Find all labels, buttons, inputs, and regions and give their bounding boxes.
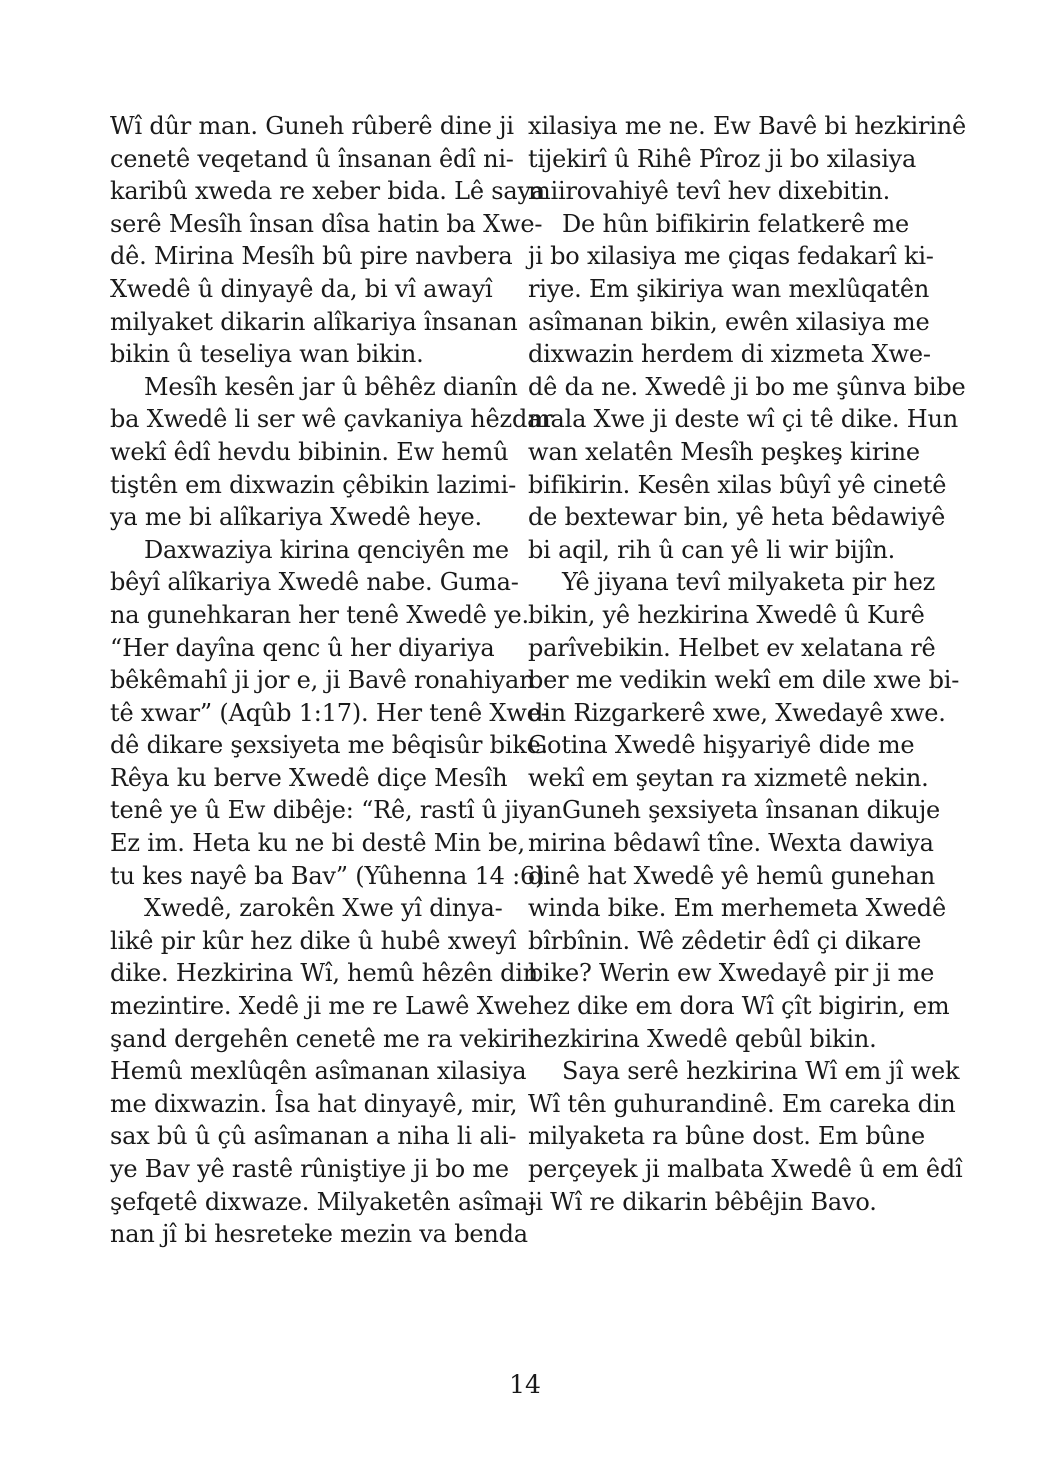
text-line: Wî tên guhurandinê. Em careka din bbox=[528, 1089, 956, 1118]
text-line: bêyî alîkariya Xwedê nabe. Guma- bbox=[110, 568, 519, 597]
text-line: ya me bi alîkariya Xwedê heye. bbox=[110, 503, 482, 532]
text-line: şand dergehên cenetê me ra vekirin. bbox=[110, 1024, 551, 1053]
paragraph-first-line: Saya serê hezkirina Wî em jî wek bbox=[562, 1057, 960, 1086]
paragraph-first-line: De hûn bifikirin felatkerê me bbox=[562, 209, 910, 238]
text-line: dê. Mirina Mesîh bû pire navbera bbox=[110, 242, 513, 271]
text-line: ji bo xilasiya me çiqas fedakarî ki- bbox=[528, 242, 934, 271]
text-line: winda bike. Em merhemeta Xwedê bbox=[528, 894, 946, 923]
text-line: Rêya ku berve Xwedê diçe Mesîh bbox=[110, 763, 508, 792]
text-line: me dixwazin. Îsa hat dinyayê, mir, bbox=[110, 1089, 518, 1118]
text-line: Gotina Xwedê hişyariyê dide me bbox=[528, 731, 915, 760]
left-text-column bbox=[110, 110, 562, 1251]
text-line: bêkêmahî ji jor e, ji Bavê ronahiyan bbox=[110, 666, 535, 695]
text-line: tenê ye û Ew dibêje: “Rê, rastî û jiyan bbox=[110, 796, 562, 825]
text-line: likê pir kûr hez dike û hubê xweyî bbox=[110, 926, 517, 955]
text-line: sax bû û çû asîmanan a niha li ali- bbox=[110, 1122, 517, 1151]
text-line: hez dike em dora Wî çît bigirin, em bbox=[528, 992, 950, 1021]
text-line: na gunehkaran her tenê Xwedê ye. bbox=[110, 600, 529, 629]
text-line: milyaketa ra bûne dost. Em bûne bbox=[528, 1122, 926, 1151]
paragraph-first-line: Mesîh kesên jar û bêhêz dianîn bbox=[144, 372, 518, 401]
text-line: ji Wî re dikarin bêbêjin Bavo. bbox=[528, 1187, 877, 1216]
text-line: bi aqil, rih û can yê li wir bijîn. bbox=[528, 535, 896, 564]
text-line: tijekirî û Rihê Pîroz ji bo xilasiya bbox=[528, 144, 917, 173]
text-line: ye Bav yê rastê rûniştiye ji bo me bbox=[110, 1155, 509, 1183]
text-line: xilasiya me ne. Ew Bavê bi hezkirinê bbox=[528, 112, 967, 140]
text-line: Wî dûr man. Guneh rûberê dine ji bbox=[110, 112, 514, 140]
paragraph-first-line: Xwedê, zarokên Xwe yî dinya- bbox=[144, 894, 503, 923]
text-line: miirovahiyê tevî hev dixebitin. bbox=[528, 177, 891, 206]
text-line: dinê hat Xwedê yê hemû gunehan bbox=[528, 861, 935, 890]
text-line: serê Mesîh însan dîsa hatin ba Xwe- bbox=[110, 209, 543, 238]
text-line: tê xwar” (Aqûb 1:17). Her tenê Xwe- bbox=[110, 698, 549, 727]
text-line: tu kes nayê ba Bav” (Yûhenna 14 :6). bbox=[110, 861, 552, 890]
text-line: parîvebikin. Helbet ev xelatana rê bbox=[528, 633, 936, 662]
text-line: milyaket dikarin alîkariya însanan bbox=[110, 307, 518, 336]
text-line: mirina bêdawî tîne. Wexta dawiya bbox=[528, 829, 934, 858]
text-line: dixwazin herdem di xizmeta Xwe- bbox=[528, 340, 931, 369]
text-line: ba Xwedê li ser wê çavkaniya hêzdar bbox=[110, 405, 553, 434]
text-line: tiştên em dixwazin çêbikin lazimi- bbox=[110, 470, 517, 499]
text-line: de bextewar bin, yê heta bêdawiyê bbox=[528, 503, 946, 532]
text-line: şefqetê dixwaze. Milyaketên asîma- bbox=[110, 1187, 537, 1216]
text-line: karibû xweda re xeber bida. Lê saya bbox=[110, 177, 545, 206]
text-line: bifikirin. Kesên xilas bûyî yê cinetê bbox=[528, 470, 947, 499]
text-line: Hemû mexlûqên asîmanan xilasiya bbox=[110, 1057, 527, 1086]
text-line: Xwedê û dinyayê da, bi vî awayî bbox=[110, 274, 493, 303]
text-line: bîrbînin. Wê zêdetir êdî çi dikare bbox=[528, 926, 922, 955]
text-line: “Her dayîna qenc û her diyariya bbox=[110, 633, 495, 662]
text-line: asîmanan bikin, ewên xilasiya me bbox=[528, 307, 930, 336]
text-line: dê dikare şexsiyeta me bêqisûr bike. bbox=[110, 731, 549, 760]
paragraph-first-line: Guneh şexsiyeta însanan dikuje bbox=[562, 796, 941, 825]
text-line: mezintire. Xedê ji me re Lawê Xwe bbox=[110, 992, 528, 1021]
text-line: nan jî bi hesreteke mezin va benda bbox=[110, 1220, 528, 1249]
right-text-column bbox=[528, 110, 967, 1218]
text-line: mala Xwe ji deste wî çi tê dike. Hun bbox=[528, 405, 959, 434]
paragraph-first-line: Yê jiyana tevî milyaketa pir hez bbox=[562, 568, 936, 597]
text-line: wekî êdî hevdu bibinin. Ew hemû bbox=[110, 437, 509, 466]
text-line: wan xelatên Mesîh peşkeş kirine bbox=[528, 437, 920, 466]
text-line: din Rizgarkerê xwe, Xwedayê xwe. bbox=[528, 698, 946, 727]
text-line: wekî em şeytan ra xizmetê nekin. bbox=[528, 763, 929, 792]
text-line: Ez im. Heta ku ne bi destê Min be, bbox=[110, 829, 525, 858]
page-number: 14 bbox=[509, 1370, 541, 1399]
text-line: dê da ne. Xwedê ji bo me şûnva bibe bbox=[528, 372, 966, 401]
text-line: bikin û teseliya wan bikin. bbox=[110, 340, 424, 369]
text-line: perçeyek ji malbata Xwedê û em êdî bbox=[528, 1155, 963, 1183]
paragraph-first-line: Daxwaziya kirina qenciyên me bbox=[144, 535, 509, 564]
text-line: dike. Hezkirina Wî, hemû hêzên din bbox=[110, 959, 538, 988]
text-line: hezkirina Xwedê qebûl bikin. bbox=[528, 1024, 877, 1053]
text-line: cenetê veqetand û însanan êdî ni- bbox=[110, 144, 514, 173]
text-line: riye. Em şikiriya wan mexlûqatên bbox=[528, 274, 930, 303]
text-line: ber me vedikin wekî em dile xwe bi- bbox=[528, 666, 960, 695]
text-line: bike? Werin ew Xwedayê pir ji me bbox=[528, 959, 935, 988]
text-line: bikin, yê hezkirina Xwedê û Kurê bbox=[528, 600, 925, 629]
